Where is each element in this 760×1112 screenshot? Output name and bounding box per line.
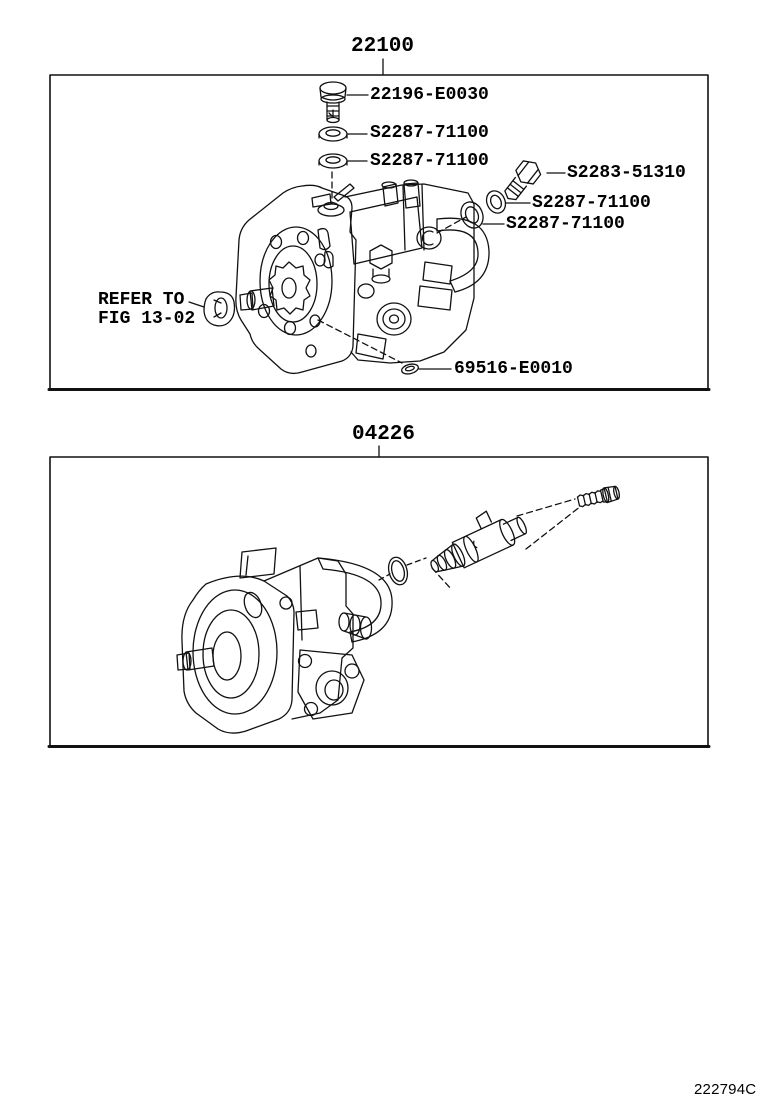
callout-label-seal-ring: S2287-71100 xyxy=(506,214,625,234)
refer-note-line1: REFER TO xyxy=(98,290,185,310)
o-ring-small-icon xyxy=(401,362,420,375)
seal-ring-icon xyxy=(457,198,487,231)
refer-nut-icon xyxy=(204,292,235,326)
callout-label-o-ring: 69516-E0010 xyxy=(454,359,573,379)
page-code: 222794C xyxy=(694,1081,757,1098)
washer-upper-icon xyxy=(319,127,347,141)
figure1-title: 22100 xyxy=(351,35,415,58)
callout-label-union-bolt: 22196-E0030 xyxy=(370,85,489,105)
supply-pump-drawing xyxy=(177,548,392,733)
callout-label-washer-upper: S2287-71100 xyxy=(370,123,489,143)
spill-control-valve-drawing xyxy=(420,499,530,580)
callout-label-washer-lower: S2287-71100 xyxy=(370,151,489,171)
o-ring-valve-icon xyxy=(386,555,411,587)
refer-note-line2: FIG 13-02 xyxy=(98,309,196,329)
washer-lower-icon xyxy=(319,154,347,168)
figure2-construction-lines xyxy=(379,499,581,590)
injection-pump-drawing xyxy=(236,180,489,373)
union-bolt-icon xyxy=(320,82,346,123)
figure2-title: 04226 xyxy=(352,423,416,446)
callout-label-overflow-plug: S2283-51310 xyxy=(567,163,686,183)
valve-bolt-icon xyxy=(577,485,621,509)
figure2-frame xyxy=(49,446,709,747)
callout-label-gasket: S2287-71100 xyxy=(532,193,651,213)
